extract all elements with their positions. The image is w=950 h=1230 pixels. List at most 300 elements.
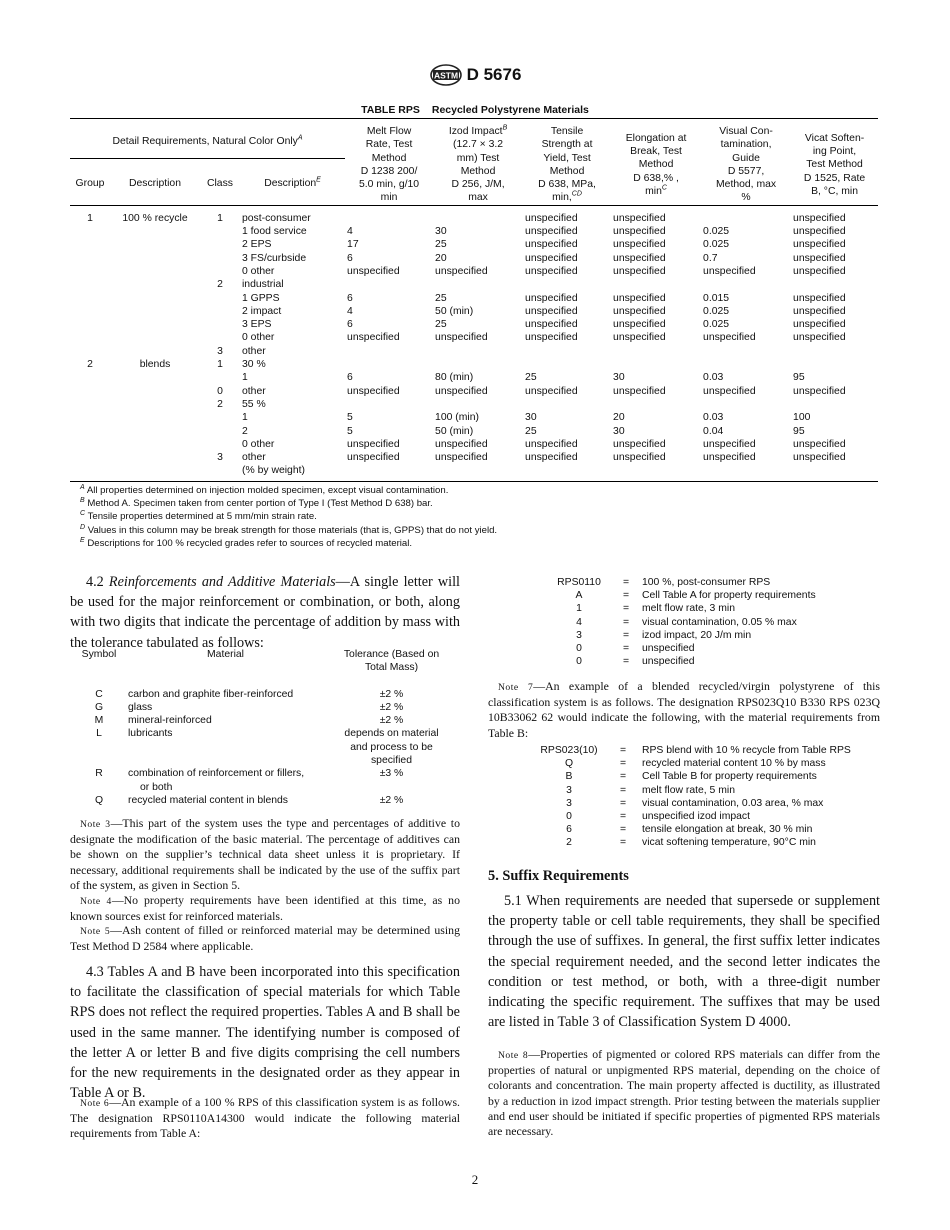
table-cell <box>70 238 110 251</box>
section-4-3: 4.3 Tables A and B have been incorporated into this specification to facilitate the classification of special materials for which Table RPS does not reflect the required properties. Tables A and B shall be used in the same manner. The identifying number is composed of the letter A or letter B and five digits comprising the cell numbers for the new requirements in the designated order as they appear in Table A or B. <box>70 964 460 1102</box>
section-5-heading: 5. Suffix Requirements <box>488 868 629 884</box>
definition-eq: = <box>619 797 627 809</box>
definition-value: Cell Table B for property requirements <box>642 771 817 783</box>
table-cell: 1 <box>87 212 93 224</box>
definition-row <box>534 823 851 836</box>
table-cell: 0.03 <box>703 412 724 424</box>
table-cell: 6 <box>347 292 353 304</box>
table-cell <box>110 238 200 251</box>
note-7: Note 7—An example of a blended recycled/virgin polystyrene of this classification system is as follows. The designation RPS023Q10 B330 RPS 023Q 10B33062 62 would indicate the following, with the material requirements from Table B: <box>488 679 880 740</box>
definition-row <box>534 810 851 823</box>
rps-table <box>70 118 878 482</box>
table-cell: 95 <box>793 372 805 384</box>
table-cell: unspecified <box>347 332 400 344</box>
table-cell: other <box>242 385 266 397</box>
table-cell: unspecified <box>525 305 578 317</box>
table-row <box>70 425 878 438</box>
page-header <box>0 64 950 86</box>
definition-key: RPS023(10) <box>540 745 598 756</box>
definition-key: 1 <box>576 603 582 615</box>
table-cell <box>70 318 110 331</box>
table-cell <box>791 278 878 291</box>
table-cell <box>110 451 200 464</box>
definition-eq: = <box>619 758 627 770</box>
table-cell <box>200 464 240 481</box>
table-cell <box>70 278 110 291</box>
definition-key: 2 <box>566 837 572 849</box>
table-cell <box>110 398 200 411</box>
table-cell <box>110 425 200 438</box>
col-class-description: Description$^E$ <box>240 159 345 205</box>
section-4-2: 4.2 Reinforcements and Additive Materials—A single letter will be used for the major reinforcement or combination, or both, along with two digits that indicate the percentage of addition by mass with the tolerance tabulated as follows: <box>70 574 460 651</box>
table-cell: unspecified <box>703 265 756 277</box>
table-cell <box>433 345 523 358</box>
col-class: Class <box>200 159 240 205</box>
table-cell <box>701 464 791 481</box>
table-cell: industrial <box>242 279 284 291</box>
table-cell <box>110 331 200 344</box>
definition-row <box>534 744 851 757</box>
symbol-row <box>70 701 460 714</box>
table-cell: 100 % recycle <box>122 212 188 224</box>
table-cell: unspecified <box>613 319 666 331</box>
symbol-row <box>70 767 460 794</box>
table-cell <box>70 451 110 464</box>
table-cell: unspecified <box>525 226 578 238</box>
table-cell: 0.025 <box>703 239 730 251</box>
symbol-cell: Q <box>94 794 104 806</box>
table-cell: unspecified <box>435 332 488 344</box>
table-cell: unspecified <box>347 452 400 464</box>
definition-eq: = <box>619 811 627 823</box>
table-cell <box>200 252 240 265</box>
material-cell: glass <box>128 701 153 713</box>
table-cell <box>200 292 240 305</box>
table-cell: unspecified <box>793 332 846 344</box>
table-cell: 0.04 <box>703 425 724 437</box>
table-row <box>70 398 878 411</box>
table-cell: unspecified <box>525 438 578 450</box>
table-cell <box>701 398 791 411</box>
table-cell <box>110 438 200 451</box>
symbol-cell: G <box>94 701 104 713</box>
table-cell: unspecified <box>703 332 756 344</box>
table-cell <box>110 225 200 238</box>
table-cell: unspecified <box>525 319 578 331</box>
table-cell: unspecified <box>525 265 578 277</box>
definition-row <box>534 836 851 849</box>
definition-value: vicat softening temperature, 90°C min <box>642 837 816 849</box>
table-cell <box>200 238 240 251</box>
table-row <box>70 371 878 384</box>
table-cell: 30 <box>613 425 625 437</box>
table-cell: unspecified <box>525 239 578 251</box>
symbol-row <box>70 714 460 727</box>
table-cell <box>345 464 433 481</box>
definition-value: recycled material content 10 % by mass <box>642 758 826 770</box>
table-cell <box>611 345 701 358</box>
table-cell: unspecified <box>525 292 578 304</box>
table-cell: unspecified <box>613 226 666 238</box>
standard-designation: D 5676 <box>466 65 522 84</box>
table-cell: 17 <box>347 239 359 251</box>
table-cell <box>345 205 433 225</box>
table-cell <box>110 385 200 398</box>
table-cell <box>110 371 200 384</box>
table-cell: 1 <box>217 359 223 371</box>
table-cell <box>200 265 240 278</box>
material-header: Material <box>207 649 244 660</box>
table-cell: 1 <box>242 372 248 384</box>
table-cell: 0.025 <box>703 226 730 238</box>
definition-value: tensile elongation at break, 30 % min <box>642 824 813 836</box>
col-description: Description <box>110 159 200 205</box>
table-cell: unspecified <box>613 252 666 264</box>
table-cell <box>200 438 240 451</box>
table-footnotes <box>80 484 880 550</box>
table-cell: unspecified <box>525 385 578 397</box>
table-cell: 2 impact <box>242 305 282 317</box>
symbol-cell: R <box>95 768 103 780</box>
table-cell <box>110 305 200 318</box>
table-cell <box>110 345 200 358</box>
table-cell: 2 EPS <box>242 239 272 251</box>
table-cell: 4 <box>347 305 353 317</box>
table-cell: unspecified <box>613 212 666 224</box>
table-cell: 6 <box>347 252 353 264</box>
table-cell: 3 EPS <box>242 319 272 331</box>
col-izod-impact: Izod Impact$^B$ (12.7 × 3.2 mm) Test Method D 256, J/M, max <box>433 119 523 206</box>
table-row <box>70 411 878 424</box>
table-cell: 3 <box>217 452 223 464</box>
table-cell: unspecified <box>435 452 488 464</box>
definition-key: 3 <box>566 784 572 796</box>
table-cell: 55 % <box>242 398 266 410</box>
definition-eq: = <box>622 577 630 588</box>
table-cell: 0 other <box>242 438 275 450</box>
definition-key: 0 <box>566 811 572 823</box>
table-cell: unspecified <box>613 452 666 464</box>
table-cell <box>523 278 611 291</box>
table-cell: unspecified <box>525 252 578 264</box>
table-cell <box>433 205 523 225</box>
note-8: Note 8—Properties of pigmented or colored RPS materials can differ from the properties of natural or unpigmented RPS material, depending on the choice of colorants and concentration. The main property affected is ductility, as illustrated by a reduction in izod impact strength. Prior testing between the materials supplier and end user should be initiated if specific properties of pigmented RPS materials are necessary. <box>488 1047 880 1139</box>
table-cell: 30 <box>613 372 625 384</box>
definition-value: Cell Table A for property requirements <box>642 590 816 602</box>
definition-eq: = <box>622 656 630 668</box>
table-cell <box>70 371 110 384</box>
definition-value: unspecified izod impact <box>642 811 751 823</box>
note-3: Note 3—This part of the system uses the type and percentages of additive to designate the modification of the basic material. The percentage of additives can be shown on the supplier’s technical data sheet unless it is proprietary. If necessary, additional requirements shall be indicated by the use of the suffix part of the system, as given in Section 5. <box>70 816 460 892</box>
col-elongation: Elongation at Break, Test Method D 638,% , $\min^C$ <box>611 119 701 206</box>
example-1-table <box>548 576 816 668</box>
table-cell <box>70 398 110 411</box>
symbol-row <box>70 794 460 807</box>
table-cell: 80 (min) <box>435 372 474 384</box>
table-cell <box>70 225 110 238</box>
astm-logo-icon <box>429 64 463 86</box>
definition-value: melt flow rate, 3 min <box>642 603 735 615</box>
table-cell: unspecified <box>613 438 666 450</box>
definition-eq: = <box>619 837 627 849</box>
definition-row <box>534 770 851 783</box>
table-cell <box>110 318 200 331</box>
table-cell: 20 <box>435 252 447 264</box>
section-5-1: 5.1 When requirements are needed that supersede or supplement the property table or cell table requirements, they shall be specified through the use of suffixes. In general, the first suffix letter indicates the special requirement needed, and the second letter indicates the condition or test method, or both, with a three-digit number indicating the specific requirement. The suffixes that may be used are listed in Table 3 of Classification System D 4000. <box>488 893 880 1031</box>
table-cell: unspecified <box>793 385 846 397</box>
table-cell <box>110 292 200 305</box>
table-cell <box>523 464 611 481</box>
definition-row <box>534 784 851 797</box>
table-cell: unspecified <box>793 438 846 450</box>
table-cell: (% by weight) <box>240 464 345 481</box>
table-cell <box>611 358 701 371</box>
definition-row <box>548 602 816 615</box>
table-cell: 2 <box>217 279 223 291</box>
table-cell: 1 food service <box>242 226 307 238</box>
table-cell <box>433 358 523 371</box>
table-cell <box>433 398 523 411</box>
table-cell: 25 <box>525 372 537 384</box>
definition-row <box>548 629 816 642</box>
table-cell: blends <box>139 359 171 371</box>
table-cell: unspecified <box>525 332 578 344</box>
table-cell <box>701 278 791 291</box>
definition-value: 100 %, post-consumer RPS <box>642 577 771 588</box>
definition-value: melt flow rate, 5 min <box>642 784 735 796</box>
table-cell <box>345 345 433 358</box>
table-cell <box>791 358 878 371</box>
definition-value: RPS blend with 10 % recycle from Table RPS <box>642 745 851 756</box>
table-cell: 0 <box>217 385 223 397</box>
table-cell: unspecified <box>347 438 400 450</box>
table-cell <box>791 398 878 411</box>
tolerance-cell: ±2 % <box>379 715 404 727</box>
table-title-text: Recycled Polystyrene Materials <box>431 104 589 116</box>
table-cell <box>345 278 433 291</box>
definition-key: 0 <box>576 656 582 668</box>
table-cell <box>611 278 701 291</box>
table-label: TABLE RPS <box>361 104 420 116</box>
table-cell <box>791 345 878 358</box>
table-row <box>70 385 878 398</box>
table-cell <box>200 425 240 438</box>
table-cell <box>70 252 110 265</box>
table-cell <box>611 398 701 411</box>
symbol-table <box>70 648 460 807</box>
table-row <box>70 464 878 481</box>
table-row <box>70 238 878 251</box>
table-cell: 0.025 <box>703 305 730 317</box>
table-cell: unspecified <box>793 226 846 238</box>
table-cell <box>110 464 200 481</box>
table-cell <box>110 411 200 424</box>
definition-value: unspecified <box>642 656 695 668</box>
table-row <box>70 451 878 464</box>
definition-eq: = <box>622 629 630 641</box>
table-cell: 2 <box>242 425 248 437</box>
table-cell: 25 <box>435 239 447 251</box>
table-cell <box>70 411 110 424</box>
table-cell: unspecified <box>793 265 846 277</box>
table-cell: unspecified <box>435 385 488 397</box>
note-5: Note 5—Ash content of filled or reinforced material may be determined using Test Method D 2584 where applicable. <box>70 923 460 954</box>
table-row <box>70 278 878 291</box>
table-row <box>70 252 878 265</box>
col-tensile-strength: Tensile Strength at Yield, Test Method D 638, MPa, min,$^{CD}$ <box>523 119 611 206</box>
table-cell: unspecified <box>613 305 666 317</box>
tolerance-cell: depends on material and process to be specified <box>344 728 439 767</box>
table-cell: 1 GPPS <box>242 292 280 304</box>
table-cell: unspecified <box>613 332 666 344</box>
table-cell <box>70 305 110 318</box>
table-cell: 25 <box>435 292 447 304</box>
table-cell: 1 <box>217 212 223 224</box>
symbol-row <box>70 727 460 767</box>
definition-eq: = <box>619 745 627 756</box>
definition-row <box>548 576 816 589</box>
table-cell: 2 <box>87 359 93 371</box>
table-cell: 0.03 <box>703 372 724 384</box>
definition-key: RPS0110 <box>557 577 601 588</box>
definition-eq: = <box>619 824 627 836</box>
table-cell <box>200 411 240 424</box>
table-cell: 50 (min) <box>435 305 474 317</box>
table-cell: unspecified <box>347 265 400 277</box>
footnote: $^A$ All properties determined on injection molded specimen, except visual contamination. <box>80 483 449 496</box>
footnote: $^B$ Method A. Specimen taken from center portion of Type I (Test Method D 638) bar. <box>80 497 433 510</box>
definition-eq: = <box>622 616 630 628</box>
definition-key: 6 <box>566 824 572 836</box>
table-row <box>70 265 878 278</box>
table-cell: other <box>242 452 266 464</box>
definition-eq: = <box>622 590 630 602</box>
table-cell: unspecified <box>525 452 578 464</box>
definition-key: 0 <box>576 643 582 655</box>
table-cell <box>345 398 433 411</box>
table-cell: 4 <box>347 226 353 238</box>
material-cell: recycled material content in blends <box>128 794 288 806</box>
table-cell: 25 <box>435 319 447 331</box>
definition-row <box>548 616 816 629</box>
table-cell: 100 (min) <box>435 412 479 424</box>
col-visual-contamination: Visual Con- tamination, Guide D 5577, Method, max % <box>701 119 791 206</box>
table-cell <box>433 278 523 291</box>
table-cell: 6 <box>347 372 353 384</box>
table-cell <box>200 225 240 238</box>
table-cell: 30 <box>435 226 447 238</box>
table-cell: unspecified <box>347 385 400 397</box>
table-cell <box>70 464 110 481</box>
table-cell <box>200 371 240 384</box>
table-row <box>70 318 878 331</box>
table-cell <box>523 358 611 371</box>
table-cell <box>200 331 240 344</box>
table-cell: 0 other <box>242 265 275 277</box>
table-cell <box>70 292 110 305</box>
tolerance-cell: ±2 % <box>379 794 404 806</box>
table-cell: 0.7 <box>703 252 718 264</box>
table-cell: 3 <box>217 345 223 357</box>
example-2-table <box>534 744 851 850</box>
table-cell: 1 <box>242 412 248 424</box>
table-cell: unspecified <box>793 305 846 317</box>
definition-key: B <box>565 771 573 783</box>
table-cell: 50 (min) <box>435 425 474 437</box>
definition-eq: = <box>619 784 627 796</box>
table-cell: unspecified <box>793 252 846 264</box>
table-cell: unspecified <box>613 385 666 397</box>
table-cell: unspecified <box>703 438 756 450</box>
tolerance-cell: ±3 % <box>379 768 404 780</box>
table-cell <box>70 385 110 398</box>
table-cell <box>200 305 240 318</box>
definition-value: unspecified <box>642 643 695 655</box>
table-row <box>70 305 878 318</box>
table-cell: 30 <box>525 412 537 424</box>
table-cell: 3 FS/curbside <box>242 252 307 264</box>
table-cell <box>70 438 110 451</box>
definition-row <box>548 589 816 602</box>
definition-value: visual contamination, 0.03 area, % max <box>642 797 824 809</box>
table-cell: 25 <box>525 425 537 437</box>
footnote: $^D$ Values in this column may be break strength for those materials (that is, GPPS) that do not yield. <box>80 523 498 536</box>
definition-row <box>548 642 816 655</box>
table-cell: post-consumer <box>242 212 311 224</box>
table-cell: other <box>242 345 266 357</box>
table-cell: unspecified <box>793 292 846 304</box>
definition-value: visual contamination, 0.05 % max <box>642 616 797 628</box>
definition-key: 4 <box>576 616 582 628</box>
table-cell <box>701 345 791 358</box>
col-melt-flow: Melt Flow Rate, Test Method D 1238 200/ 5.0 min, g/10 min <box>345 119 433 206</box>
table-cell <box>523 345 611 358</box>
symbol-row <box>70 688 460 701</box>
table-cell: unspecified <box>435 265 488 277</box>
definition-row <box>548 655 816 668</box>
logo-text: ASTM <box>433 70 458 81</box>
table-cell: 5 <box>347 412 353 424</box>
table-cell <box>70 331 110 344</box>
table-row <box>70 345 878 358</box>
table-cell <box>110 278 200 291</box>
table-cell <box>701 205 791 225</box>
table-cell: 20 <box>613 412 625 424</box>
material-cell: lubricants <box>128 728 173 740</box>
table-cell: unspecified <box>793 212 846 224</box>
table-title <box>0 104 950 116</box>
definition-key: 3 <box>566 797 572 809</box>
table-cell <box>523 398 611 411</box>
symbol-cell: L <box>96 728 102 740</box>
definition-value: izod impact, 20 J/m min <box>642 629 752 641</box>
table-cell <box>611 464 701 481</box>
table-cell <box>110 252 200 265</box>
table-cell <box>433 464 523 481</box>
table-row <box>70 225 878 238</box>
table-row <box>70 292 878 305</box>
table-cell: unspecified <box>703 452 756 464</box>
definition-eq: = <box>622 603 630 615</box>
table-cell: 100 <box>793 412 811 424</box>
table-cell: 5 <box>347 425 353 437</box>
material-cell: combination of reinforcement or fillers, or both <box>128 768 305 793</box>
note-4: Note 4—No property requirements have been identified at this time, as no known sources exist for reinforced materials. <box>70 893 460 924</box>
table-cell: unspecified <box>613 265 666 277</box>
table-row <box>70 205 878 225</box>
table-cell: unspecified <box>793 452 846 464</box>
table-cell <box>345 358 433 371</box>
